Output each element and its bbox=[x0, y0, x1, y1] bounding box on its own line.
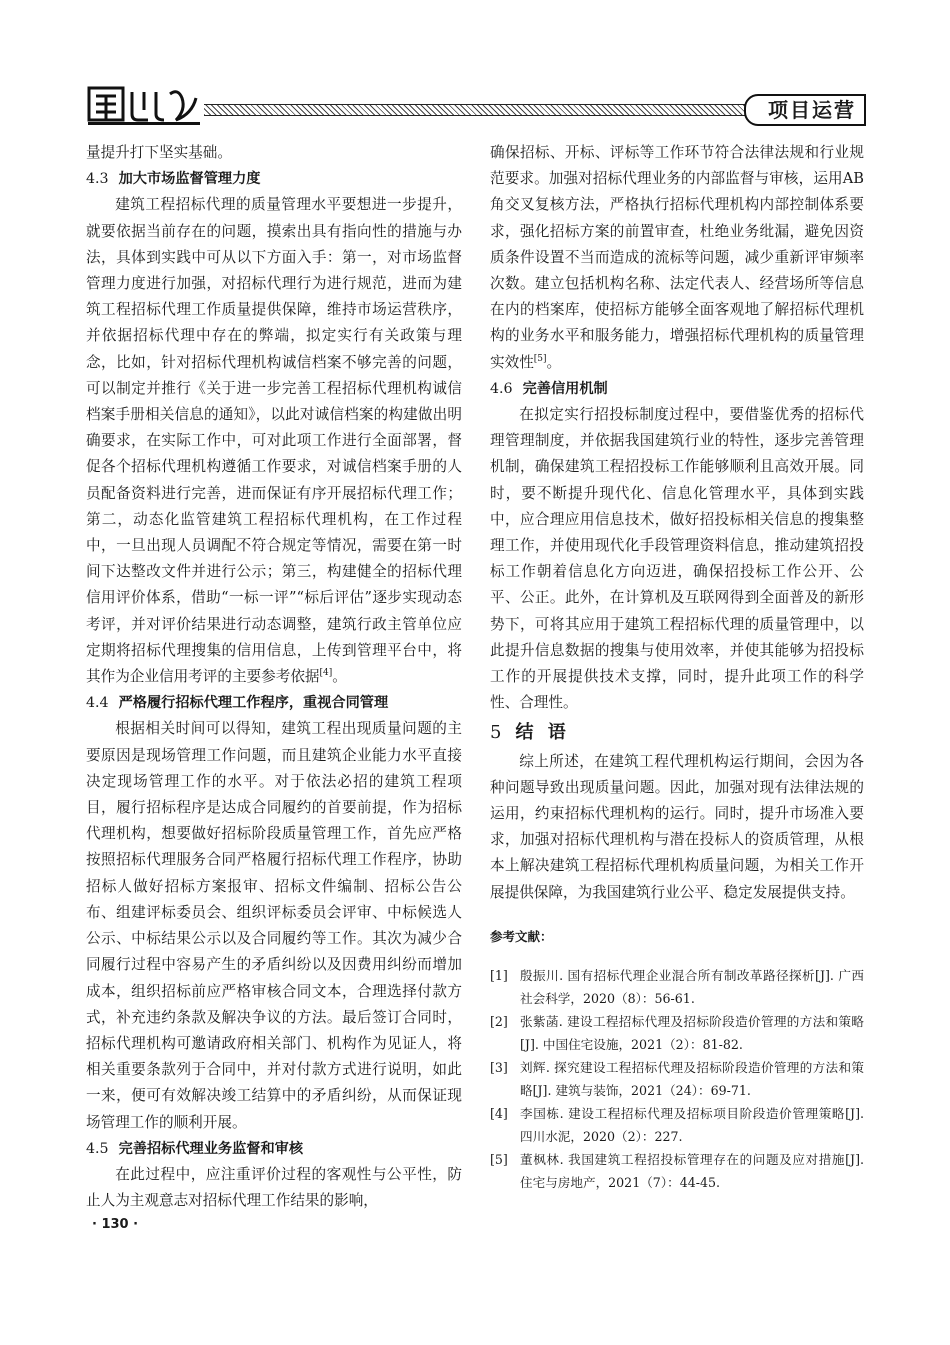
paragraph-end: 。 bbox=[546, 353, 562, 371]
reference-number: [4] bbox=[490, 1106, 508, 1122]
paragraph-text: 确保招标、开标、评标等工作环节符合法律法规和行业规范要求。加强对招标代理业务的内部监督与审核，运用AB角交叉复核方法，严格执行招标代理机构内部控制体系要求，强化招标方案的前置审查，杜绝业务纰漏，避免因资质条件设置不当而造成的流标等问题，减少重新评审频率次数。建立包括机构名称、法定代表人、经营场所等信息在内的档案库，使招标方能够全面客观地了解招标代理机构的业务水平和服务能力，增强招标代理机构的质量管理实效性 bbox=[490, 144, 864, 371]
heading-number: 5 bbox=[490, 722, 506, 744]
heading-title: 完善信用机制 bbox=[522, 380, 608, 397]
heading-title: 结 语 bbox=[515, 722, 570, 744]
heading-number: 4.3 bbox=[86, 171, 109, 188]
paragraph-4-6: 在拟定实行招投标制度过程中，要借鉴优秀的招标代理管理制度，并依据我国建筑行业的特性，逐步完善管理机制，确保建筑工程招投标工作能够顺利且高效开展。同时，要不断提升现代化、信息化管理水平，具体到实践中，应合理应用信息技术，做好招投标相关信息的搜集整理工作，并使用现代化手段管理资料信息，推动建筑招投标工作朝着信息化方向迈进，确保招投标工作公开、公平、公正。此外，在计算机及互联网得到全面普及的新形势下，可将其应用于建筑工程招标代理的质量管理中，以此提升信息数据的搜集与使用效率，并使其能够为招投标工作的开展提供技术支撑，同时，提升此项工作的科学性、合理性。 bbox=[490, 406, 864, 712]
journal-logo bbox=[86, 84, 204, 126]
paragraph-4-3 bbox=[86, 192, 462, 690]
paragraph-text: 建筑工程招标代理的质量管理水平要想进一步提升，就要依据当前存在的问题，摸索出具有指向性的措施与办法，具体到实践中可从以下方面入手：第一，对市场监督管理力度进行加强，对招标代理行为进行规范，进而为建筑工程招标代理工作质量提供保障，维持市场运营秩序，并依据招标代理中存在的弊端，拟定实行有关政策与理念，比如，针对招标代理机构诚信档案不够完善的问题，可以制定并推行《关于进一步完善工程招标代理机构诚信档案手册相关信息的通知》，以此对诚信档案的构建做出明确要求，在实际工作中，可对此项工作进行全面部署，督促各个招标代理机构遵循工作要求，对诚信档案手册的人员配备资料进行完善，进而保证有序开展招标代理工作；第二，动态化监管建筑工程招标代理机构，在工作过程中，一旦出现人员调配不符合规定等情况，需要在第一时间下达整改文件并进行公示；第三，构建健全的招标代理信用评价体系，借助“一标一评”“标后评估”逐步实现动态考评，并对评价结果进行动态调整，建筑行政主管单位应定期将招标代理搜集的信用信息，上传到管理平台中，将其作为企业信用考评的主要参考依据 bbox=[86, 196, 462, 686]
paragraph-4-4: 根据相关时间可以得知，建筑工程出现质量问题的主要原因是现场管理工作问题，而且建筑企业能力水平直接决定现场管理工作的水平。对于依法必招的建筑工程项目，履行招标程序是达成合同履约的首要前提，作为招标代理机构，想要做好招标阶段质量管理工作，首先应严格按照招标代理服务合同严格履行招标代理工作程序，协助招标人做好招标方案报审、招标文件编制、招标公告公布、组建评标委员会、组织评标委员会评审、中标候选人公示、中标结果公示以及合同履约等工作。其次为减少合同履行过程中容易产生的矛盾纠纷以及因费用纠纷而增加成本，组织招标前应严格审核合同文本，合理选择付款方式，补充违约条款及解决争议的方法。最后签订合同时，招标代理机构可邀请政府相关部门、机构作为见证人，将相关重要条款列于合同中，并对付款方式进行说明，如此一来，便可有效解决竣工结算中的矛盾纠纷，从而保证现场管理工作的顺利开展。 bbox=[86, 720, 462, 1131]
reference-text: 李国栋. 建设工程招标代理及招标项目阶段造价管理策略[J]. 四川水泥，2020（2）：227. bbox=[520, 1106, 864, 1145]
paragraph-continued: 量提升打下坚实基础。 bbox=[86, 144, 232, 161]
paragraph-4-5-continued bbox=[490, 140, 864, 376]
reference-text: 张紫菡. 建设工程招标代理及招标阶段造价管理的方法和策略[J]. 中国住宅设施，2021（2）：81-82. bbox=[520, 1014, 864, 1053]
heading-5 bbox=[490, 720, 864, 746]
heading-title: 完善招标代理业务监督和审核 bbox=[118, 1140, 304, 1157]
reference-item bbox=[490, 1148, 864, 1194]
citation-ref[interactable]: [5] bbox=[533, 353, 547, 364]
paragraph-4-5: 在此过程中，应注重评价过程的客观性与公平性，防止人为主观意志对招标代理工作结果的影响， bbox=[86, 1165, 462, 1210]
paragraph-end: 。 bbox=[332, 668, 347, 686]
reference-list bbox=[490, 964, 864, 1194]
page-number: · 130 · bbox=[92, 1217, 139, 1232]
heading-4-3 bbox=[86, 166, 462, 192]
reference-number: [1] bbox=[490, 968, 508, 984]
citation-ref[interactable]: [4] bbox=[319, 668, 333, 679]
reference-item bbox=[490, 1056, 864, 1102]
heading-4-6 bbox=[490, 376, 864, 402]
heading-title: 严格履行招标代理工作程序，重视合同管理 bbox=[118, 695, 389, 712]
reference-text: 董枫林. 我国建筑工程招投标管理存在的问题及应对措施[J]. 住宅与房地产，2021（7）：44-45. bbox=[520, 1152, 864, 1191]
reference-text: 殷振川. 国有招标代理企业混合所有制改革路径探析[J]. 广西社会科学，2020（8）：56-61. bbox=[520, 968, 864, 1007]
heading-number: 4.4 bbox=[86, 695, 109, 712]
references-title: 参考文献： bbox=[490, 928, 553, 944]
heading-number: 4.6 bbox=[490, 380, 513, 397]
header-rule bbox=[204, 104, 816, 116]
right-column bbox=[490, 140, 864, 1194]
heading-title: 加大市场监督管理力度 bbox=[118, 171, 261, 188]
reference-item bbox=[490, 1010, 864, 1056]
section-tag: 项目运营 bbox=[744, 94, 866, 126]
reference-item bbox=[490, 1102, 864, 1148]
journal-logo-icon bbox=[86, 84, 204, 126]
page-header bbox=[86, 84, 866, 130]
reference-number: [3] bbox=[490, 1060, 508, 1076]
reference-number: [2] bbox=[490, 1014, 508, 1030]
heading-4-5 bbox=[86, 1136, 462, 1162]
reference-text: 刘辉. 探究建设工程招标代理及招标阶段造价管理的方法和策略[J]. 建筑与装饰，2021（24）：69-71. bbox=[520, 1060, 864, 1099]
left-column bbox=[86, 140, 462, 1214]
reference-number: [5] bbox=[490, 1152, 508, 1168]
heading-number: 4.5 bbox=[86, 1140, 109, 1157]
paragraph-5: 综上所述，在建筑工程代理机构运行期间，会因为各种问题导致出现质量问题。因此，加强对现有法律法规的运用，约束招标代理机构的运行。同时，提升市场准入要求，加强对招标代理机构与潜在投标人的资质管理，从根本上解决建筑工程招标代理机构质量问题，为相关工作开展提供保障，为我国建筑行业公平、稳定发展提供支持。 bbox=[490, 752, 864, 901]
heading-4-4 bbox=[86, 690, 462, 716]
reference-item bbox=[490, 964, 864, 1010]
